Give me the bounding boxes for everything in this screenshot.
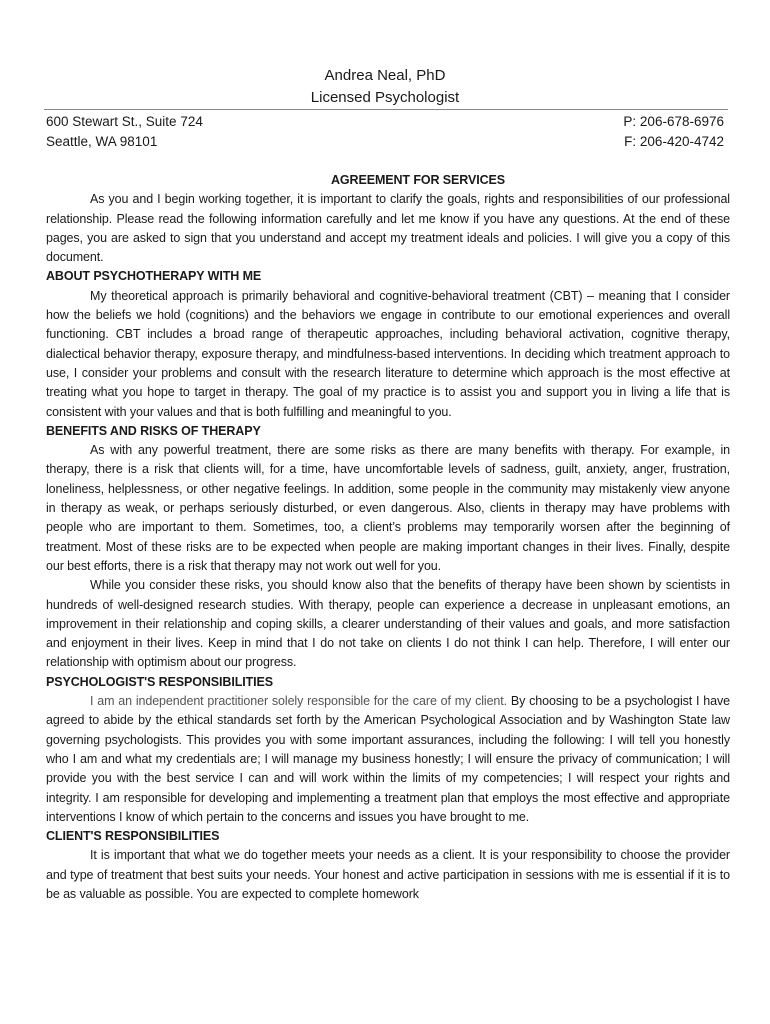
client-paragraph: It is important that what we do together meets your needs as a client. It is your responsibility to choose the provider and type of treatment that best suits your needs. Your honest and active participation in sessions with me is essential if it is to be as valuable as possible. You are expected to complete homework bbox=[46, 848, 730, 901]
address-line-1: 600 Stewart St., Suite 724 bbox=[46, 114, 203, 129]
document-body bbox=[46, 171, 730, 904]
agreement-intro: As you and I begin working together, it is important to clarify the goals, rights and responsibilities of our professional relationship. Please read the following information carefully and let me know if you have any questions. At the end of these pages, you are asked to sign that you understand and accept my treatment ideals and policies. I will give you a copy of this document. bbox=[46, 192, 730, 265]
psychologist-paragraph-text: By choosing to be a psychologist I have agreed to abide by the ethical standards set forth by the American Psychological Association and by Washington State law governing psychologists. This provides you with some important assurances, including the following: I will tell you honestly who I am and what my credentials are; I will manage my business honestly; I will ensure the privacy of communication; I will provide you with the best service I can and will work within the limits of my competencies; I will respect your rights and integrity. I am responsible for developing and implementing a treatment plan that employs the most effective and appropriate interventions I know of which pertain to the concerns and issues you have brought to me. bbox=[46, 694, 730, 824]
header-divider bbox=[44, 109, 728, 110]
benefits-paragraph-1: As with any powerful treatment, there are some risks as there are many benefits with therapy. For example, in therapy, there is a risk that clients will, for a time, have uncomfortable levels of sadness, guilt, anxiety, anger, frustration, loneliness, helplessness, or other negative feelings. In addition, some people in the community may mistakenly view anyone in therapy as weak, or perhaps seriously disturbed, or even dangerous. Also, clients in therapy may have problems with people who are important to them. Sometimes, too, a client’s problems may temporarily worsen after the beginning of treatment. Most of these risks are to be expected when people are making important changes in their lives. Finally, despite our best efforts, there is a risk that therapy may not work out well for you. bbox=[46, 443, 730, 573]
agreement-heading: AGREEMENT FOR SERVICES bbox=[331, 173, 505, 187]
fax-number: F: 206-420-4742 bbox=[624, 134, 724, 149]
section-heading-benefits: BENEFITS AND RISKS OF THERAPY bbox=[46, 423, 261, 438]
psychologist-title: Licensed Psychologist bbox=[310, 89, 460, 106]
address-block bbox=[46, 112, 203, 152]
benefits-paragraph-2: While you consider these risks, you should know also that the benefits of therapy have been shown by scientists in hundreds of well-designed research studies. With therapy, people can experience a decrease in unpleasant emotions, an improvement in their relationship and coping skills, a clearer understanding of their values and goals, and more satisfaction and enjoyment in their lives. Keep in mind that I do not take on clients I do not think I can help. Therefore, I will enter our relationship with optimism about our progress. bbox=[46, 578, 730, 670]
section-heading-psychologist: PSYCHOLOGIST'S RESPONSIBILITIES bbox=[46, 674, 273, 689]
psychologist-lead-sentence: I am an independent practitioner solely responsible for the care of my client. bbox=[90, 694, 508, 709]
address-line-2: Seattle, WA 98101 bbox=[46, 134, 158, 149]
psychologist-name: Andrea Neal, PhD bbox=[324, 67, 446, 84]
psychologist-paragraph bbox=[46, 692, 730, 827]
section-heading-client: CLIENT'S RESPONSIBILITIES bbox=[46, 829, 220, 844]
psychotherapy-paragraph: My theoretical approach is primarily behavioral and cognitive-behavioral treatment (CBT) – meaning that I consider how the beliefs we hold (cognitions) and the behaviors we engage in contribute to our emotional experiences and overall functioning. CBT includes a broad range of therapeutic approaches, including behavioral activation, cognitive therapy, dialectical behavior therapy, exposure therapy, and mindfulness-based interventions. In deciding which treatment approach to use, I consider your problems and consult with the research literature to determine which approach is the most effective at treating what you hope to target in therapy. The goal of my practice is to assist you and support you in living a life that is consistent with your values and that is both fulfilling and meaningful to you. bbox=[46, 288, 730, 419]
phone-number: P: 206-678-6976 bbox=[623, 114, 724, 129]
section-heading-psychotherapy: ABOUT PSYCHOTHERAPY WITH ME bbox=[46, 269, 262, 284]
contact-block bbox=[623, 112, 724, 152]
